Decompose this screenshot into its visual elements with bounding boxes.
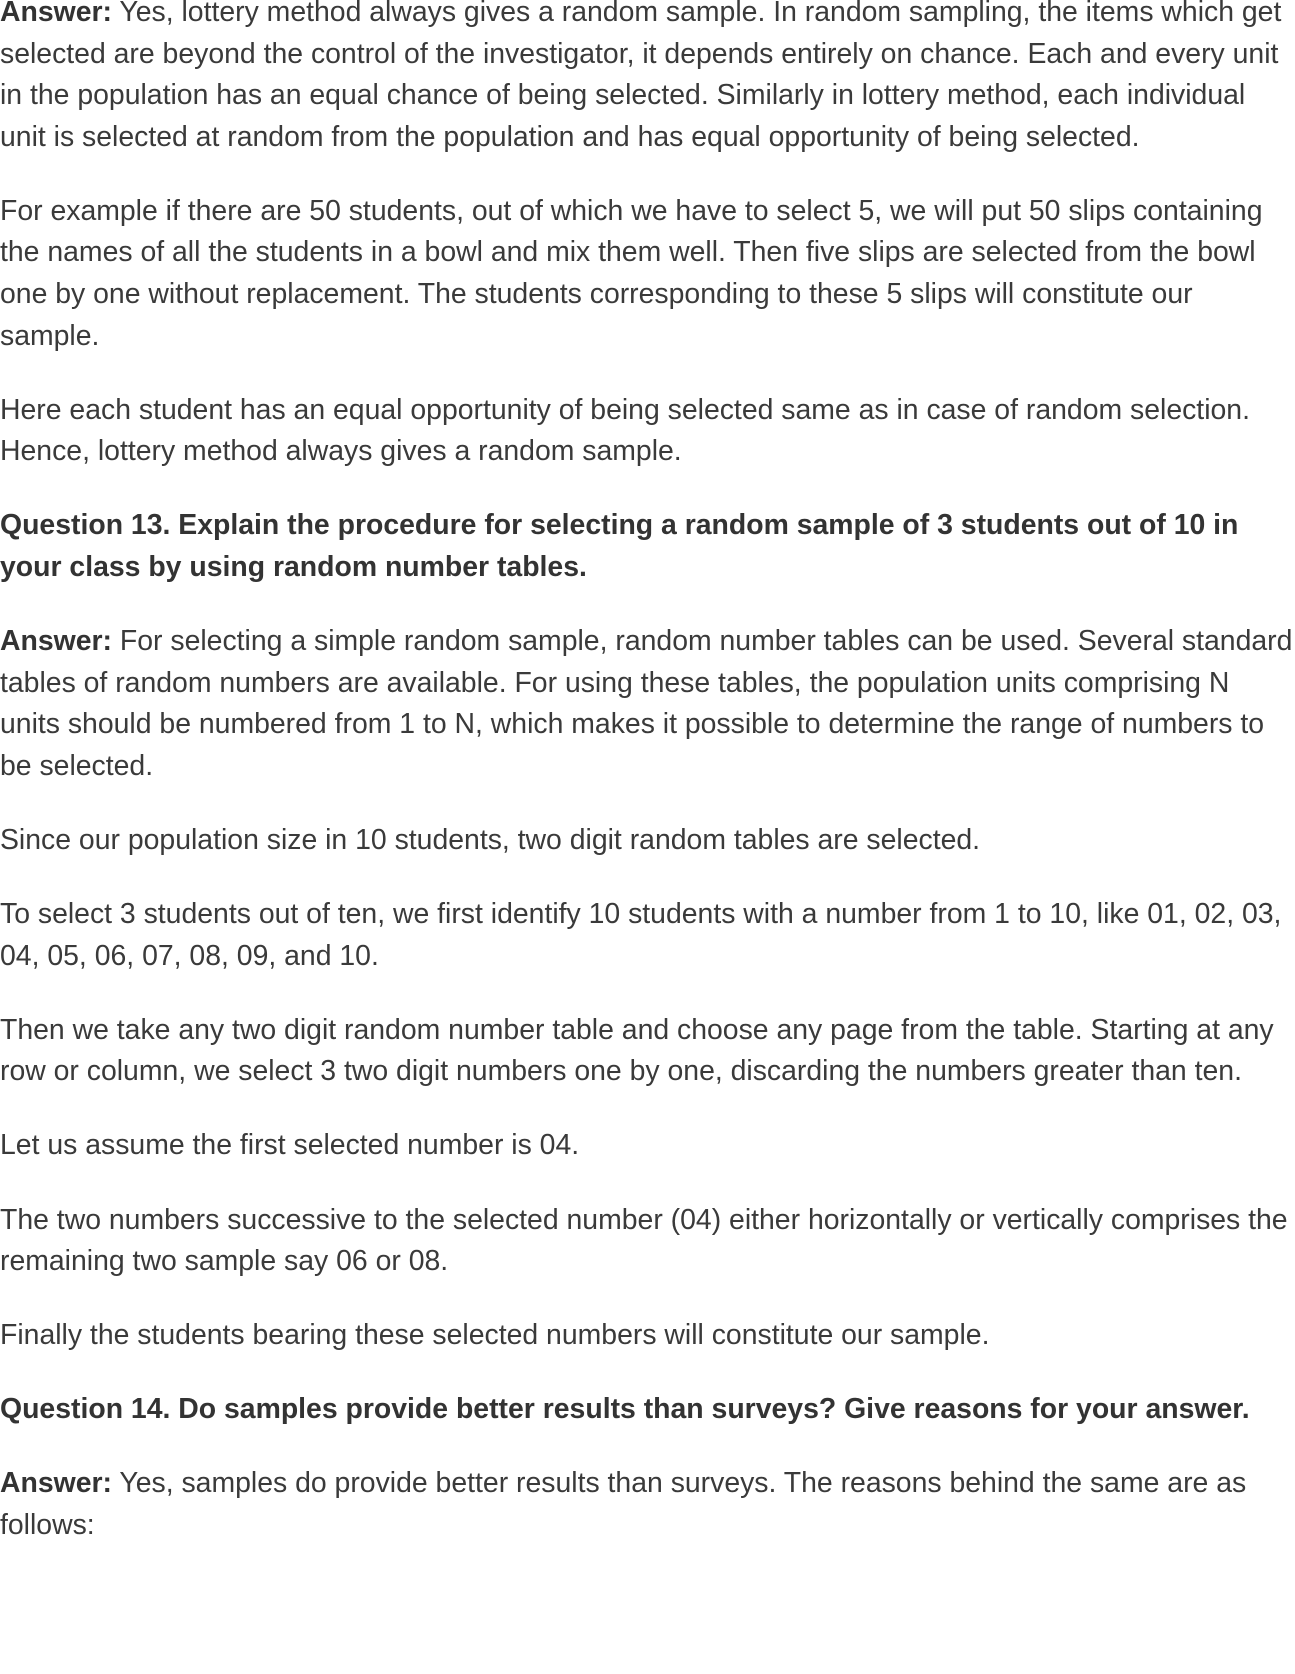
- paragraph: To select 3 students out of ten, we first identify 10 students with a number from 1 to 10, like 01, 02, 03, 04, 05, 06, 07, 08, 09, and 10.: [0, 898, 1282, 972]
- paragraph: Then we take any two digit random number table and choose any page from the table. Starting at any row or column, we select 3 two digit numbers one by one, discarding the numbers greater than ten.: [0, 1013, 1274, 1088]
- answer-label: Answer:: [0, 0, 113, 28]
- answer-label: Answer:: [0, 625, 113, 658]
- paragraph: The two numbers successive to the selected number (04) either horizontally or vertically comprises the remaining two sample say 06 or 08.: [0, 1203, 1288, 1278]
- answer-text: For selecting a simple random sample, random number tables can be used. Several standard tables of random numbers are available. For using these tables, the population units comprising N units should be numbered from 1 to N, which makes it possible to determine the range of numbers to be selected.: [0, 625, 1293, 782]
- answer-paragraph: [0, 0, 1295, 158]
- paragraph: Since our population size in 10 students, two digit random tables are selected.: [0, 824, 981, 856]
- question-heading: Question 14. Do samples provide better results than surveys? Give reasons for your answer.: [0, 1393, 1250, 1426]
- question-heading: Question 13. Explain the procedure for selecting a random sample of 3 students out of 10 in your class by using random number tables.: [0, 509, 1239, 584]
- paragraph: Finally the students bearing these selected numbers will constitute our sample.: [0, 1319, 990, 1352]
- answer-text: Yes, lottery method always gives a random sample. In random sampling, the items which get selected are beyond the control of the investigator, it depends entirely on chance. Each and every unit in the population has an equal chance of being selected. Similarly in lottery method, each individual unit is selected at random from the population and has equal opportunity of being selected.: [0, 0, 1282, 153]
- paragraph: Let us assume the first selected number is 04.: [0, 1129, 580, 1162]
- answer-label: Answer:: [0, 1467, 113, 1500]
- paragraph: For example if there are 50 students, out of which we have to select 5, we will put 50 slips containing the names of all the students in a bowl and mix them well. Then five slips are selected from the bowl one by one without replacement. The students corresponding to these 5 slips will constitute our sample.: [0, 194, 1263, 352]
- answer-text: Yes, samples do provide better results than surveys. The reasons behind the same are as follows:: [0, 1467, 1247, 1542]
- answer-paragraph: [0, 1463, 1295, 1546]
- answer-paragraph: [0, 621, 1295, 787]
- paragraph: Here each student has an equal opportunity of being selected same as in case of random selection. Hence, lottery method always gives a random sample.: [0, 393, 1250, 468]
